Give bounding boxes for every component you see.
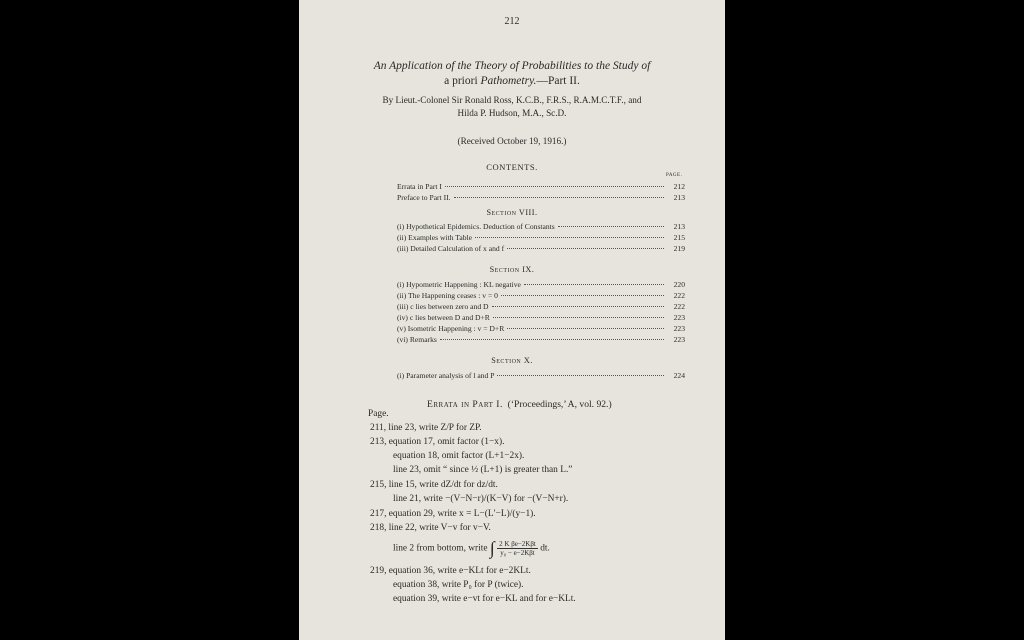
- document-page: [299, 0, 725, 640]
- title-a-priori: a priori: [444, 75, 481, 87]
- errata-entry-formula: [393, 538, 550, 559]
- toc-page: 223: [673, 335, 685, 344]
- toc-label: Errata in Part I: [397, 182, 442, 191]
- toc-label: (v) Isometric Happening : v = D+R: [397, 324, 505, 333]
- toc-row: [397, 244, 685, 256]
- errata-entry: line 23, omit “ since ½ (L+1) is greater than L.”: [393, 465, 573, 475]
- toc-label: (ii) Examples with Table: [397, 233, 473, 242]
- toc-page: 215: [673, 233, 685, 242]
- title-pathometry: Pathometry.: [480, 75, 537, 87]
- title-part: —Part II.: [536, 75, 580, 87]
- title-line-2: [299, 75, 725, 87]
- errata-entry: 219, equation 36, write e−KLt for e−2KLt.: [370, 566, 531, 576]
- toc-label: (ii) The Happening ceases : v = 0: [397, 291, 498, 300]
- toc-page: 213: [673, 222, 685, 231]
- integral-sign: ∫: [489, 538, 495, 558]
- toc-leader: [507, 248, 664, 249]
- authors-line-1: By Lieut.-Colonel Sir Ronald Ross, K.C.B., F.R.S., R.A.M.C.T.F., and: [382, 95, 642, 105]
- toc-label: (vi) Remarks: [397, 335, 437, 344]
- toc-row: [397, 193, 685, 205]
- toc-leader: [445, 186, 664, 187]
- errata-entry: 218, line 22, write V−v for v−V.: [370, 523, 491, 533]
- errata-heading: [427, 399, 612, 410]
- contents-heading: CONTENTS.: [486, 162, 538, 172]
- toc-label: (iii) c lies between zero and D: [397, 302, 489, 311]
- toc-page: 224: [673, 371, 685, 380]
- errata-formula-text: line 2 from bottom, write: [393, 543, 488, 554]
- toc-leader: [501, 295, 664, 296]
- toc-leader: [440, 339, 664, 340]
- authors-line-2: Hilda P. Hudson, M.A., Sc.D.: [457, 108, 567, 118]
- toc-page: 220: [673, 280, 685, 289]
- title-line-1: An Application of the Theory of Probabilities to the Study of: [373, 60, 651, 72]
- toc-leader: [558, 226, 664, 227]
- errata-entry: line 21, write −(V−N−r)/(K−V) for −(V−N+r).: [393, 494, 569, 504]
- errata-entry: 211, line 23, write Z/P for ZP.: [370, 423, 482, 433]
- errata-heading-title: Errata in Part I.: [427, 399, 503, 410]
- toc-leader: [454, 197, 664, 198]
- received-date: (Received October 19, 1916.): [457, 136, 567, 146]
- toc-row: [397, 371, 685, 383]
- toc-label: Preface to Part II.: [397, 193, 451, 202]
- errata-entry: 215, line 15, write dZ/dt for dz/dt.: [370, 480, 498, 490]
- toc-leader: [497, 375, 664, 376]
- fraction-denominator: y₀ − e−2Kβt: [500, 549, 535, 557]
- errata-formula-tail: dt.: [540, 543, 550, 554]
- toc-label: (i) Hypometric Happening : KL negative: [397, 280, 521, 289]
- toc-page: 222: [673, 302, 685, 311]
- toc-leader: [475, 237, 664, 238]
- errata-page-label: Page.: [368, 409, 389, 419]
- toc-label: (i) Parameter analysis of l and P: [397, 371, 495, 380]
- toc-label: (iii) Detailed Calculation of x and f: [397, 244, 505, 253]
- fraction-numerator: 2 K βe−2Kβt: [499, 540, 536, 548]
- toc-leader: [492, 306, 664, 307]
- errata-entry: equation 39, write e−vt for e−KL and for e−KLt.: [393, 594, 576, 604]
- toc-page: 222: [673, 291, 685, 300]
- errata-entry: 217, equation 29, write x = L−(L′−L)/(y−1).: [370, 509, 536, 519]
- section-10-heading: Section X.: [491, 356, 533, 365]
- toc-page: 212: [673, 182, 685, 191]
- errata-heading-source: (‘Proceedings,’ A, vol. 92.): [507, 399, 612, 410]
- toc-page: 223: [673, 313, 685, 322]
- toc-row: [397, 335, 685, 347]
- section-9-heading: Section IX.: [489, 265, 535, 274]
- toc-label: (iv) c lies between D and D+R: [397, 313, 490, 322]
- toc-leader: [493, 317, 664, 318]
- toc-leader: [507, 328, 664, 329]
- page-column-heading: PAGE.: [666, 173, 683, 178]
- formula-fraction: [497, 540, 538, 557]
- toc-page: 223: [673, 324, 685, 333]
- toc-page: 213: [673, 193, 685, 202]
- toc-label: (i) Hypothetical Epidemics. Deduction of Constants: [397, 222, 555, 231]
- page-number: 212: [504, 16, 520, 27]
- errata-entry: 213, equation 17, omit factor (1−x).: [370, 437, 505, 447]
- section-8-heading: Section VIII.: [486, 208, 538, 217]
- toc-leader: [524, 284, 664, 285]
- errata-entry: equation 38, write P₀ for P (twice).: [393, 580, 524, 590]
- toc-page: 219: [673, 244, 685, 253]
- errata-entry: equation 18, omit factor (L+1−2x).: [393, 451, 525, 461]
